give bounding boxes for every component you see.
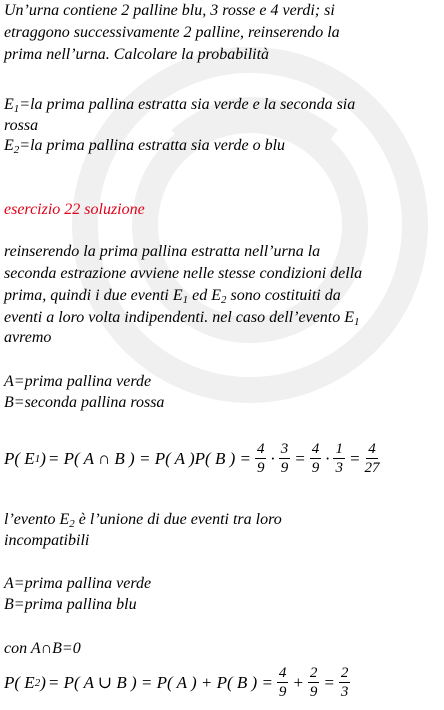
formula-lhs: P( E — [4, 672, 35, 692]
plus-sign: + — [292, 672, 304, 692]
fraction — [308, 664, 320, 701]
para2-line-1 — [4, 509, 282, 530]
event-e2-subscript: 2 — [13, 144, 20, 156]
subscript: 1 — [353, 316, 360, 328]
multiply-dot: · — [325, 448, 330, 468]
def2-b: B=prima pallina blu — [4, 596, 137, 613]
para1-line-4 — [4, 307, 359, 328]
denominator: 3 — [340, 684, 349, 700]
fraction — [333, 440, 345, 477]
equals-sign: = — [323, 672, 335, 692]
subscript: 2 — [221, 294, 227, 306]
fraction — [364, 440, 379, 477]
formula-1: P( E 1 ) = P( A ∩ B ) = P( A )P( B ) = $\frac{4}{9}$ · $\frac{3}{9}$ = $\frac{4}{9}$ · $\frac{1}{3}$ = $\frac{4}{27}$ — [4, 441, 380, 476]
numerator: 3 — [280, 441, 289, 457]
para1-line-5: avremo — [4, 329, 52, 346]
numerator: 4 — [278, 665, 287, 681]
denominator: 9 — [311, 460, 320, 476]
numerator: 4 — [256, 441, 265, 457]
event-e1-line-2: rossa — [4, 117, 39, 134]
numerator: 1 — [335, 441, 343, 457]
equals-sign: = — [294, 448, 306, 468]
equals-sign: = — [348, 448, 361, 468]
fraction — [339, 664, 351, 701]
para1-line-2: seconda estrazione avviene nelle stesse condizioni della — [4, 265, 363, 282]
para2-line-2: incompatibili — [4, 532, 90, 549]
formula-2: P( E 2 ) = P( A ∪ B ) = P( A ) + P( B ) = $\frac{4}{9}$ + $\frac{2}{9}$ = $\frac{2}{3}$ — [4, 665, 349, 700]
denominator: 3 — [335, 460, 343, 476]
subscript: 2 — [69, 518, 75, 530]
condition: con A∩B=0 — [4, 640, 81, 657]
denominator: 9 — [278, 684, 287, 700]
numerator: 4 — [368, 441, 376, 457]
fraction — [277, 664, 289, 701]
para2-text: l’evento E — [4, 511, 70, 528]
denominator: 9 — [256, 460, 265, 476]
def2-a: A=prima pallina verde — [4, 575, 152, 592]
event-e1-symbol: E — [4, 96, 14, 113]
para1-text: ed E — [188, 287, 222, 304]
denominator: 9 — [309, 684, 318, 700]
event-e2-line — [4, 135, 285, 156]
intro-line-1: Un’urna contiene 2 palline blu, 3 rosse e 4 verdi; si — [4, 2, 335, 19]
para1-line-1: reinserendo la prima pallina estratta nell’urna la — [4, 243, 321, 260]
def1-a: A=prima pallina verde — [4, 373, 152, 390]
numerator: 2 — [309, 665, 318, 681]
subscript: 1 — [182, 294, 189, 306]
multiply-dot: · — [270, 448, 275, 468]
fraction — [279, 440, 291, 477]
event-e1-line — [4, 94, 355, 115]
numerator: 4 — [311, 441, 320, 457]
para1-text: prima, quindi i due eventi E — [4, 287, 183, 304]
event-e2-symbol: E — [4, 137, 14, 154]
intro-line-2: etraggono successivamente 2 palline, reinserendo la — [4, 24, 340, 41]
fraction — [255, 440, 267, 477]
def1-b: B=seconda pallina rossa — [4, 394, 165, 411]
denominator: 9 — [280, 460, 289, 476]
para1-text: eventi a loro volta indipendenti. nel caso dell’evento E — [4, 309, 354, 326]
formula-lhs-end: ) — [40, 448, 46, 468]
formula-lhs-end: ) — [40, 672, 46, 692]
numerator: 2 — [340, 665, 349, 681]
intro-line-3: prima nell’urna. Calcolare la probabilità — [4, 46, 270, 63]
para1-text: sono costituiti da — [226, 287, 341, 304]
event-e1-subscript: 1 — [13, 103, 20, 115]
solution-heading: esercizio 22 soluzione — [4, 201, 145, 218]
formula-lhs: P( E — [4, 448, 35, 468]
para1-line-3 — [4, 285, 341, 306]
denominator: 27 — [364, 460, 380, 476]
para2-text: è l’unione di due eventi tra loro — [74, 511, 282, 528]
event-e2-text: =la prima pallina estratta sia verde o blu — [19, 137, 286, 154]
formula-expression: = P( A ∩ B ) = P( A )P( B ) = — [47, 448, 251, 468]
event-e1-text: =la prima pallina estratta sia verde e la seconda sia — [19, 96, 356, 113]
formula-expression: = P( A ∪ B ) = P( A ) + P( B ) = — [47, 672, 273, 692]
fraction — [310, 440, 322, 477]
